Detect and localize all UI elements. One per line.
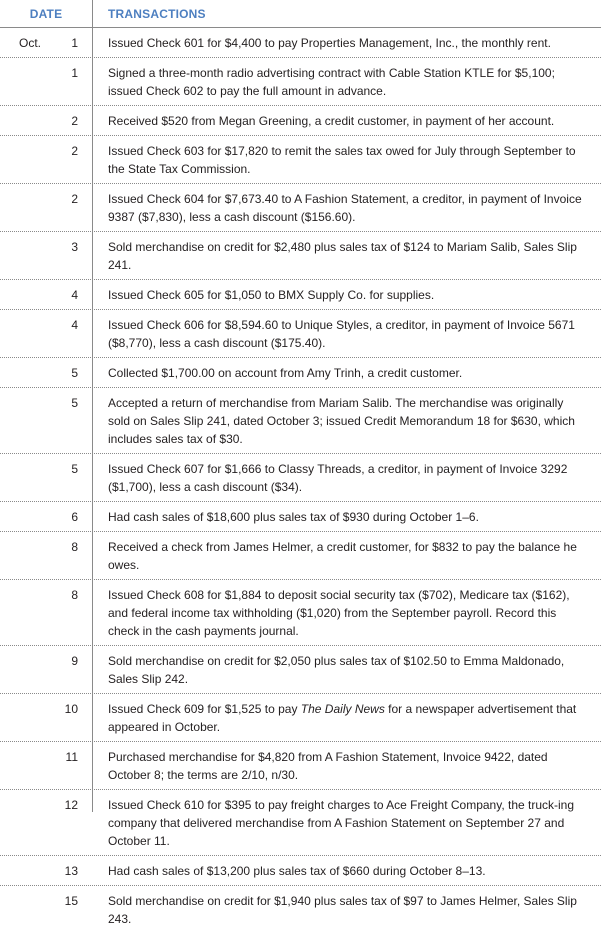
- transaction-text: Issued Check 604 for $7,673.40 to A Fashion Statement, a creditor, in payment of Invoice 9387 ($7,830), less a cash discount ($156.60).: [108, 192, 582, 224]
- transaction-text: Received $520 from Megan Greening, a credit customer, in payment of her account.: [108, 114, 555, 128]
- transaction-text: Issued Check 608 for $1,884 to deposit social security tax ($702), Medicare tax ($162), and federal income tax withholding ($1,020) from the September payroll. Record this check in the cash payments journal.: [108, 588, 570, 638]
- table-row: [0, 646, 601, 694]
- month-cell: Oct.: [19, 36, 42, 50]
- transaction-text: Issued Check 610 for $395 to pay freight charges to Ace Freight Company, the truck-ing company that delivered merchandise from A Fashion Statement on September 27 and October 11.: [108, 798, 575, 848]
- table-row: [0, 136, 601, 184]
- day-cell: 10: [64, 702, 78, 716]
- transaction-text: Purchased merchandise for $4,820 from A Fashion Statement, Invoice 9422, dated October 8; the terms are 2/10, n/30.: [108, 750, 548, 782]
- day-cell: 8: [71, 588, 78, 602]
- day-cell: 3: [71, 240, 78, 254]
- transaction-text: Issued Check 605 for $1,050 to BMX Supply Co. for supplies.: [108, 288, 435, 302]
- day-cell: 6: [71, 510, 78, 524]
- table-row: [0, 532, 601, 580]
- transaction-text: Issued Check 606 for $8,594.60 to Unique Styles, a creditor, in payment of Invoice 5671 ($8,770), less a cash discount ($175.40).: [108, 318, 575, 350]
- table-row: [0, 790, 601, 856]
- day-cell: 4: [71, 288, 78, 302]
- transaction-text: Signed a three-month radio advertising contract with Cable Station KTLE for $5,100; issued Check 602 to pay the full amount in advance.: [108, 66, 555, 98]
- table-row: [0, 454, 601, 502]
- transaction-text: Had cash sales of $13,200 plus sales tax of $660 during October 8–13.: [108, 864, 486, 878]
- day-cell: 5: [71, 462, 78, 476]
- day-cell: 1: [71, 36, 78, 50]
- table-row: [0, 106, 601, 136]
- transaction-text: Sold merchandise on credit for $2,050 plus sales tax of $102.50 to Emma Maldonado, Sales Slip 242.: [108, 654, 565, 686]
- table-row: [0, 310, 601, 358]
- table-row: [0, 58, 601, 106]
- table-row: [0, 694, 601, 742]
- date-column-header: DATE: [29, 7, 63, 21]
- day-cell: 9: [71, 654, 78, 668]
- table-row: [0, 886, 601, 933]
- table-row: [0, 28, 601, 58]
- table-row: [0, 232, 601, 280]
- day-cell: 5: [71, 396, 78, 410]
- day-cell: 2: [71, 144, 78, 158]
- day-cell: 2: [71, 192, 78, 206]
- table-row: [0, 856, 601, 886]
- transaction-text: Sold merchandise on credit for $1,940 plus sales tax of $97 to James Helmer, Sales Slip 243.: [108, 894, 577, 926]
- transaction-text: Accepted a return of merchandise from Mariam Salib. The merchandise was originally sold on Sales Slip 241, dated October 3; issued Credit Memorandum 18 for $630, which includes sales tax of $30.: [108, 396, 575, 446]
- transactions-column-header: TRANSACTIONS: [108, 7, 206, 21]
- day-cell: 8: [71, 540, 78, 554]
- table-header: [0, 0, 601, 27]
- transaction-text: Issued Check 603 for $17,820 to remit the sales tax owed for July through September to the State Tax Commission.: [108, 144, 576, 176]
- table-row: [0, 358, 601, 388]
- day-cell: 13: [64, 864, 78, 878]
- table-row: [0, 502, 601, 532]
- day-cell: 11: [65, 750, 78, 764]
- transaction-text: Sold merchandise on credit for $2,480 plus sales tax of $124 to Mariam Salib, Sales Slip 241.: [108, 240, 577, 272]
- table-row: [0, 580, 601, 646]
- table-row: [0, 742, 601, 790]
- table-row: [0, 280, 601, 310]
- day-cell: 2: [71, 114, 78, 128]
- table-row: [0, 388, 601, 454]
- table-body: [0, 28, 601, 933]
- day-cell: 1: [71, 66, 78, 80]
- transaction-text: Collected $1,700.00 on account from Amy Trinh, a credit customer.: [108, 366, 463, 380]
- day-cell: 12: [64, 798, 78, 812]
- transaction-text: Received a check from James Helmer, a credit customer, for $832 to pay the balance he owes.: [108, 540, 577, 572]
- day-cell: 15: [64, 894, 78, 908]
- day-cell: 5: [71, 366, 78, 380]
- transaction-text: Issued Check 607 for $1,666 to Classy Threads, a creditor, in payment of Invoice 3292 ($1,700), less a cash discount ($34).: [108, 462, 568, 494]
- transaction-text: Issued Check 609 for $1,525 to pay The Daily News for a newspaper advertisement that appeared in October.: [108, 702, 577, 734]
- transaction-text: Had cash sales of $18,600 plus sales tax of $930 during October 1–6.: [108, 510, 479, 524]
- transaction-text: Issued Check 601 for $4,400 to pay Properties Management, Inc., the monthly rent.: [108, 36, 551, 50]
- day-cell: 4: [71, 318, 78, 332]
- table-row: [0, 184, 601, 232]
